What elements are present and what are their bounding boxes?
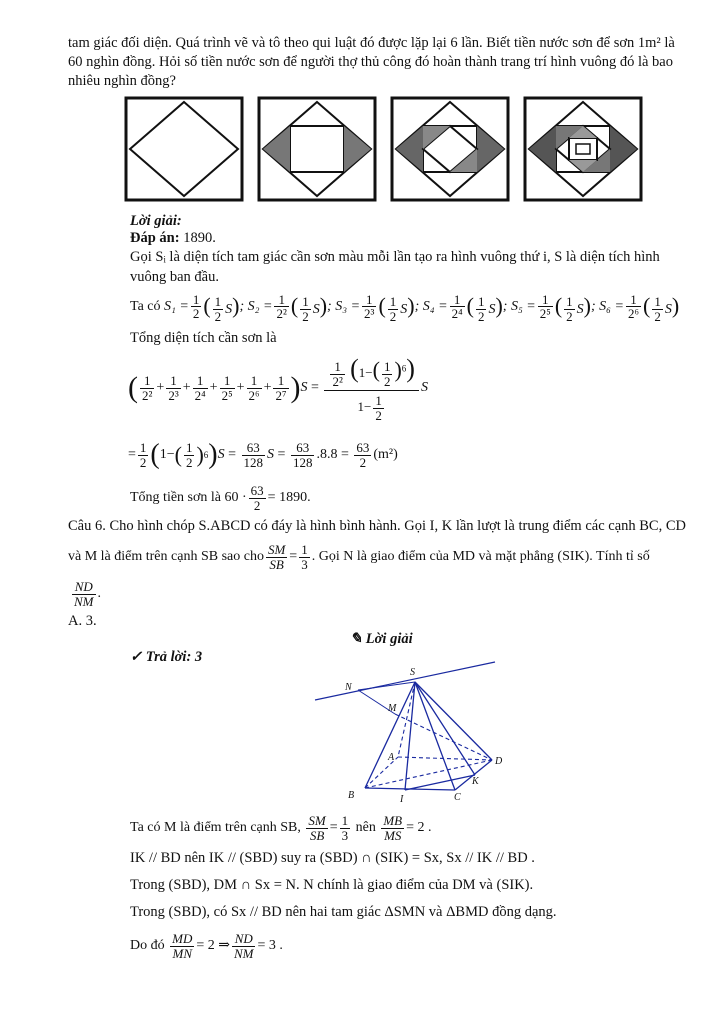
s-term-label: ; S₅ = [502,298,536,314]
result-half: $\frac{1}{2}$ [139,439,147,470]
solution6-answer [130,648,202,668]
total-cost-label: Tổng tiền sơn là [130,489,221,505]
s-term-half: ( $\frac{1}{2}$ S) [290,292,328,324]
line-n [358,682,415,690]
option-a: A. 3. [68,613,97,629]
intro-line-2: 60 nghìn đồng. Hỏi số tiền nước sơn để người thợ thủ công đó hoàn thành trang trí hình vuông đó là bao [68,54,673,70]
nd-nm-result: $\frac{ND}{NM}$ [233,930,254,961]
edge-sd [415,682,492,760]
solution6-heading [350,630,413,650]
solution6-heading-text: Lời giải [365,631,413,647]
s-term-label: ; S₄ = [414,298,448,314]
s-term-fraction: $\frac{1}{\text{2²}}$ [276,291,287,322]
s-term-fraction: $\frac{1}{2}$ [192,291,200,322]
pyramid-figure [310,660,510,805]
s-term-half: ( $\frac{1}{2}$ S) [643,292,680,324]
label-m: M [388,703,397,714]
solution6-answer-text: Trả lời: 3 [145,649,203,665]
q6-ratio: $\frac{ND}{NM}$ . [74,578,101,609]
sum-term-fraction: $\frac{1}{\text{2⁶}}$ [248,372,260,403]
total-cost-line [130,478,311,518]
step-2: IK // BD nên IK // (SBD) suy ra (SBD) ∩ (SIK) = Sx, Sx // IK // BD . [130,850,535,866]
edge-sb [365,682,415,788]
answer-label: Đáp án: [130,230,180,246]
square-figure-4 [525,98,641,200]
step-5b: = 2 ⇒ [196,937,230,953]
step-1: Ta có M là điểm trên cạnh SB, $\frac{SM}{SB}$ = $\frac{1}{3}$ nên $\frac{MB}{MS}$ = 2 . [130,812,432,843]
check-icon: ✓ [130,649,143,665]
result-line: = $\frac{1}{2}$ ( 1− ( $\frac{1}{2}$ ) 6 ) S = $\frac{63}{128}$ S = $\frac{63}{128}$ .8.8 = $\frac{63}{2}$ (m²) [128,439,398,471]
result-frac-3: $\frac{63}{2}$ [356,439,370,470]
solution-heading: Lời giải: [130,213,182,229]
sum-terms [138,374,291,402]
plus-sign: + [209,379,218,395]
total-cost-result: = 1890. [267,489,311,505]
q6-line-1: Câu 6. Cho hình chóp S.ABCD có đáy là hình bình hành. Gọi I, K lần lượt là trung điểm các cạnh BC, CD [68,518,686,534]
step-5 [130,925,283,967]
sum-term-fraction: $\frac{1}{\text{2⁵}}$ [221,372,233,403]
result-unit: (m²) [373,446,398,462]
md-mn-fraction: $\frac{MD}{MN}$ [172,930,193,961]
plus-sign: + [156,379,165,395]
s-term-label: ; S₂ = [239,298,273,314]
s-term-half: ( $\frac{1}{2}$ S) [203,292,240,324]
square-figure-1 [126,98,242,200]
nd-nm-fraction: $\frac{ND}{NM}$ [74,578,94,609]
one-third-fraction: $\frac{1}{3}$ [301,541,308,572]
sm-sb-fraction: $\frac{SM}{SB}$ [267,541,286,572]
step-4: Trong (SBD), có Sx // BD nên hai tam giác ΔSMN và ΔBMD đồng dạng. [130,904,557,920]
label-b: B [348,790,355,801]
s-term-half: ( $\frac{1}{2}$ S) [466,292,503,324]
step-1c: = 2 . [406,819,432,835]
intro-line-3: nhiêu nghìn đồng? [68,73,176,89]
result-inner-half: $\frac{1}{2}$ [185,439,193,470]
plus-sign: + [182,379,191,395]
step-5c: = 3 . [257,937,283,953]
line-sx [315,662,495,700]
label-c: C [454,792,461,803]
result-mult: .8.8 = [316,446,349,462]
explain-line-2: vuông ban đầu. [130,269,219,285]
squares-figure [122,96,647,204]
geometric-sum-fraction: $\frac{1}{\text{2²}}$ (1−( $\frac{1}{2}$ )$^6$) 1− $\frac{1}{2}$ [324,353,419,422]
label-s: S [410,667,415,678]
s-term-fraction: $\frac{1}{\text{2³}}$ [364,291,375,322]
q6-line-2: và M là điểm trên cạnh SB sao cho $\frac{SM}{SB}$ = $\frac{1}{3}$ . Gọi N là giao điểm của MD và mặt phẳng (SIK). Tính tỉ số [68,541,650,572]
label-d: D [495,756,503,767]
s-term-label: ; S₃ = [327,298,361,314]
taco-label: Ta có [130,298,161,314]
pencil-icon: ✎ [350,631,363,647]
sum-term-fraction: $\frac{1}{\text{2²}}$ [142,372,153,403]
q6-line-2a: và M là điểm trên cạnh SB sao cho [68,548,264,564]
step-1b: nên [355,819,376,835]
s-term-half: ( $\frac{1}{2}$ S) [554,292,591,324]
s-term-label: S₁ = [164,298,189,314]
total-area-label: Tổng diện tích cần sơn là [130,330,277,346]
label-i: I [400,794,404,805]
sum-formula: ( $\frac{1}{\text{2²}}$ + $\frac{1}{\text{2³}}$ + $\frac{1}{\text{2⁴}}$ + $\frac{1}{\text{2⁵}}$ + $\frac{1}{\text{2⁶}}$ + $\frac{1}{\text{2⁷}}$ ) S = $\frac{1}{\text{2²}}$ (1−( $\frac{1}{2}$ )$^6$) 1− $\frac{1}{2}$ S [128,354,428,424]
edge-sa [398,682,415,757]
q6-line-2b: . Gọi N là giao điểm của MD và mặt phẳng (SIK). Tính tỉ số [311,548,650,564]
result-frac-1: $\frac{63}{128}$ [243,439,264,470]
step-5a: Do đó [130,937,165,953]
label-a: A [388,752,395,763]
answer-value: 1890. [183,230,216,246]
label-n: N [345,682,352,693]
edge-si [405,682,415,790]
edge-ad [398,757,492,760]
sum-term-fraction: $\frac{1}{\text{2⁴}}$ [194,372,206,403]
half-fraction-den: $\frac{1}{2}$ [375,393,382,424]
s-term-fraction: $\frac{1}{\text{2⁴}}$ [451,291,463,322]
plus-sign: + [236,379,245,395]
s-term-fraction: $\frac{1}{\text{2⁵}}$ [539,291,551,322]
sum-term-fraction: $\frac{1}{\text{2⁷}}$ [275,372,287,403]
intro-line-1: tam giác đối diện. Quá trình vẽ và tô theo qui luật đó được lặp lại 6 lần. Biết tiền nước sơn để sơn 1m² là [68,35,675,51]
plus-sign: + [263,379,272,395]
s-terms-line [130,287,679,327]
edge-sk [415,682,475,775]
explain-line-1: Gọi Sᵢ là diện tích tam giác cần sơn màu mỗi lần tạo ra hình vuông thứ i, S là diện tích hình [130,249,660,265]
s-terms [164,291,679,324]
mb-ms-fraction: $\frac{MB}{MS}$ [383,812,403,843]
square-figure-3 [392,98,508,200]
total-cost-fraction: $\frac{63}{2}$ [250,482,264,513]
square-figure-2 [259,98,375,200]
step1-sm-sb: $\frac{SM}{SB}$ [308,812,326,843]
sum-term-fraction: $\frac{1}{\text{2³}}$ [168,372,179,403]
step-1a: Ta có M là điểm trên cạnh SB, [130,819,301,835]
s-term-label: ; S₆ = [590,298,624,314]
quarter-fraction: $\frac{1}{\text{2²}}$ [332,359,343,389]
edge-sc [415,682,455,790]
result-frac-2: $\frac{63}{128}$ [292,439,313,470]
step1-one-third: $\frac{1}{3}$ [341,812,349,843]
total-cost-expr: 60 · [224,489,247,505]
s-term-fraction: $\frac{1}{\text{2⁶}}$ [627,291,639,322]
s-term-half: ( $\frac{1}{2}$ S) [378,292,415,324]
label-k: K [472,776,479,787]
half-fraction: $\frac{1}{2}$ [383,359,391,389]
answer-line [130,229,695,249]
step-3: Trong (SBD), DM ∩ Sx = N. N chính là giao điểm của DM và (SIK). [130,877,534,893]
